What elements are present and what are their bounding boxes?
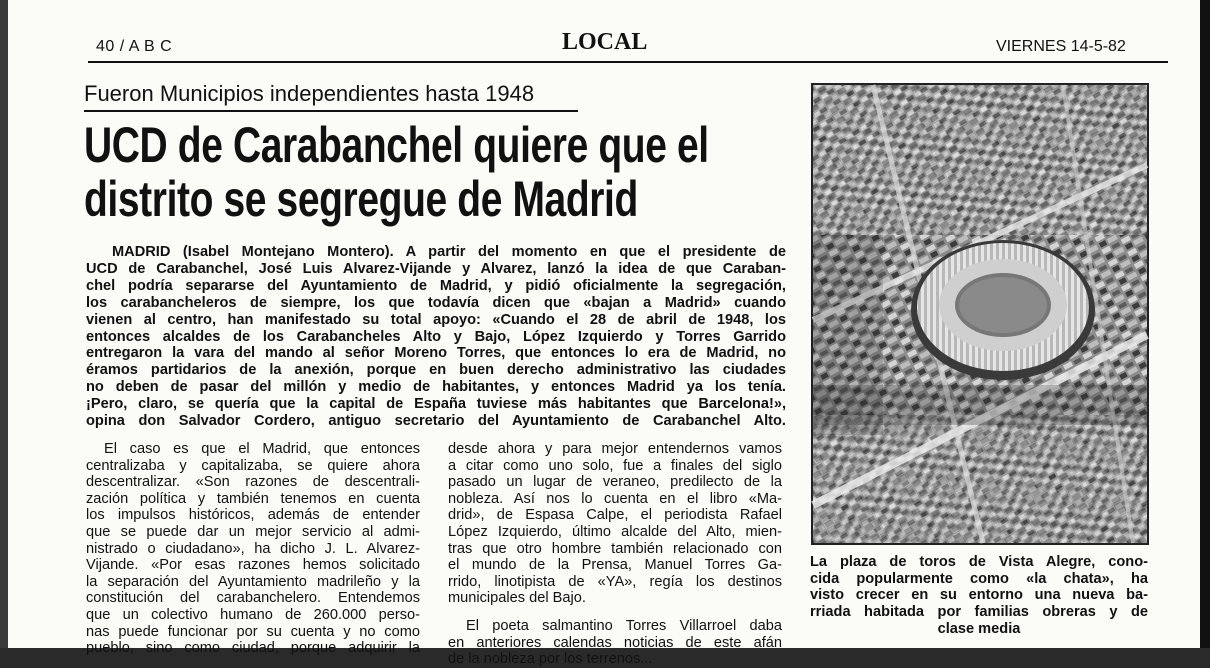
body-line: el mundo de la Prensa, Manuel Torres Ga-	[448, 557, 782, 574]
lead-line: vienen al centro, han manifestado su total apoyo: «Cuando el 28 de abril de 1948, los	[86, 311, 786, 328]
caption-line: La plaza de toros de Vista Alegre, cono-	[810, 554, 1148, 570]
body-line: drid», de Espasa Calpe, el periodista Rafael	[448, 507, 782, 524]
body-column-2	[448, 441, 782, 668]
page-reference: 40 / A B C	[96, 38, 173, 55]
lead-line: opina don Salvador Cordero, antiguo secretario del Ayuntamiento de Carabanchel Alto.	[86, 413, 786, 430]
scan-left-edge	[0, 0, 8, 648]
section-title: LOCAL	[562, 29, 648, 55]
body-line: pueblo, sino como ciudad, porque adquirir la	[86, 640, 420, 657]
lead-line: ¡Pero, claro, se quería que la capital de España tuviese más habitantes que Barcelona!»,	[86, 396, 786, 413]
lead-line: no deben de pasar del millón y medio de habitantes, y entonces Madrid ya los tenía.	[86, 379, 786, 396]
lead-line: éramos partidarios de la anexión, porque en buen derecho administrativo las ciudades	[86, 362, 786, 379]
lead-line: entregaron la vara del mando al señor Moreno Torres, que entonces lo era de Madrid, no	[86, 345, 786, 362]
body-line: constitución del carabanchelero. Entendemos	[86, 590, 420, 607]
body-line: a citar como uno solo, fue a finales del siglo	[448, 457, 782, 474]
body-line: Vijande. «Por esas razones hemos solicitado	[86, 557, 420, 574]
body-line: nistrado o ciudadano», ha dicho J. L. Alvarez-	[86, 540, 420, 557]
lead-line: MADRID (Isabel Montejano Montero). A partir del momento en que el presidente de	[112, 244, 786, 260]
body-line: nas puede funcionar por su cuenta y no como	[86, 623, 420, 640]
body-line: El caso es que el Madrid, que entonces	[104, 441, 420, 457]
body-line: que se puede dar un mejor servicio al admi-	[86, 523, 420, 540]
photo-caption	[810, 554, 1148, 638]
lead-line: entonces alcaldes de los Carabancheles Alto y Bajo, López Izquierdo y Torres Garrido	[86, 328, 786, 345]
caption-line: clase media	[937, 620, 1021, 637]
newspaper-page	[8, 0, 1200, 668]
body-line: nobleza. Así nos lo cuenta en el libro «Ma-	[448, 490, 782, 507]
aerial-photo-bullring	[811, 83, 1149, 545]
body-line: tras que otro hombre también relacionado con	[448, 540, 782, 557]
body-line: de la nobleza por los terrenos...	[448, 651, 653, 668]
scan-right-edge	[1200, 0, 1210, 648]
body-line: zación política y también tenemos en cuenta	[86, 490, 420, 507]
body-line: municipales del Bajo.	[448, 590, 586, 607]
headline-line: UCD de Carabanchel quiere que el	[84, 117, 709, 173]
kicker: Fueron Municipios independientes hasta 1948	[84, 81, 578, 112]
body-line: los impulsos históricos, además de entender	[86, 507, 420, 524]
header-rule	[88, 61, 1168, 63]
lead-paragraph	[86, 244, 786, 430]
body-line: rrido, linotipista de «YA», regía los destinos	[448, 573, 782, 590]
body-line: en anteriores calendas noticias de este afán	[448, 634, 782, 651]
body-line: centralizaba y capitalizaba, se quiere ahora	[86, 457, 420, 474]
body-line: descentralizar. «Son razones de descentrali-	[86, 474, 420, 491]
lead-line: chel podría separarse del Ayuntamiento de Madrid, y pidió oficialmente la segregación,	[86, 277, 786, 294]
body-column-1	[86, 441, 420, 657]
issue-date: VIERNES 14-5-82	[996, 38, 1126, 55]
body-line: desde ahora y para mejor entendernos vamos	[448, 441, 782, 457]
lead-line: los carabancheleros de siempre, los que todavía dicen que «bajan a Madrid» cuando	[86, 294, 786, 311]
body-line: El poeta salmantino Torres Villarroel daba	[466, 617, 782, 634]
caption-line: rriada habitada por familias obreras y de	[810, 604, 1148, 621]
headline-line: distrito se segregue de Madrid	[84, 171, 638, 227]
caption-line: visto crecer en su entorno una nueva ba-	[810, 587, 1148, 604]
caption-line: cida popularmente como «la chata», ha	[810, 570, 1148, 587]
headline	[84, 117, 709, 227]
body-line: que un colectivo humano de 260.000 perso-	[86, 606, 420, 623]
body-line: la separación del Ayuntamiento madrileño y la	[86, 573, 420, 590]
body-line: López Izquierdo, último alcalde del Alto, mien-	[448, 523, 782, 540]
lead-line: UCD de Carabanchel, José Luis Alvarez-Vijande y Alvarez, lanzó la idea de que Caraban-	[86, 260, 786, 277]
body-line: pasado un lugar de veraneo, predilecto de la	[448, 474, 782, 491]
